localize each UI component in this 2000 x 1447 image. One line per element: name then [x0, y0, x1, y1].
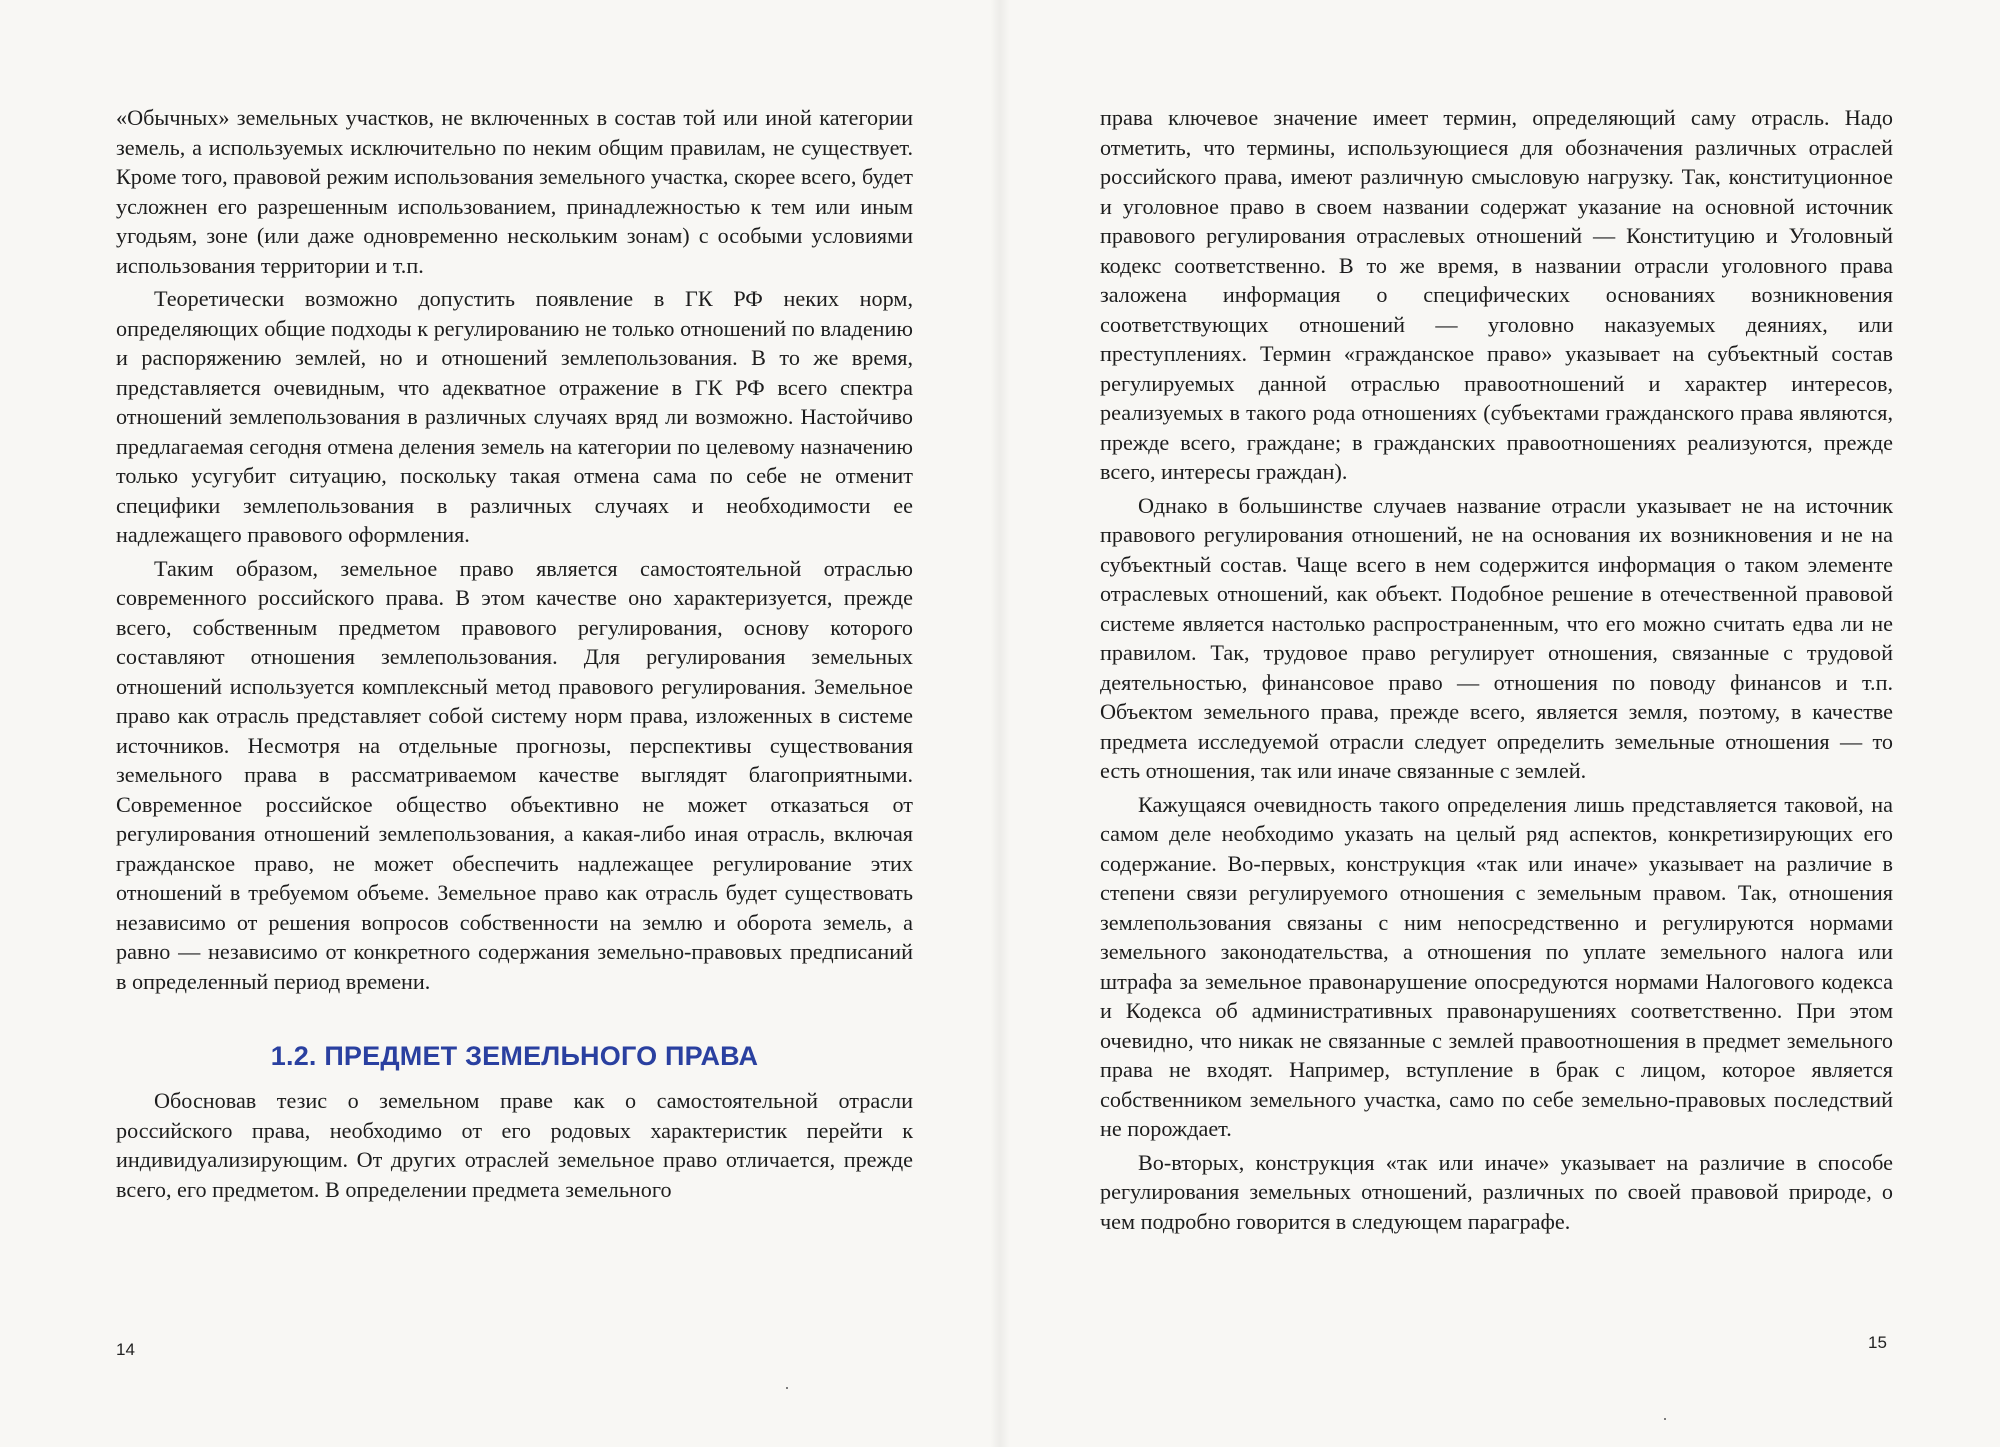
page-number: 14	[116, 1340, 135, 1359]
paragraph: Обосновав тезис о земельном праве как о самостоятельной отрасли российского права, необходимо от его родовых характеристик перейти к индивидуализирующим. От других отраслей земельное право отличается, прежде всего, его предметом. В определении предмета земельного	[116, 1088, 913, 1202]
page-number: 15	[1868, 1333, 1887, 1352]
paragraph: Кажущаяся очевидность такого определения лишь представляется таковой, на самом деле необходимо указать на целый ряд аспектов, конкретизирующих его содержание. Во-первых, конструкция «так или иначе» указывает на различие в степени связи регулируемого отношения с земельным правом. Так, отношения землепользования связаны с ним непосредственно и регулируются нормами земельного законодательства, а отношения по уплате земельного налога или штрафа за земельное правонарушение опосредуются нормами Налогового кодекса и Кодекса об административных правонарушениях соответственно. При этом очевидно, что никак не связанные с землей правоотношения в предмет земельного права не входят. Например, вступление в брак с лицом, которое является собственником земельного участка, само по себе земельно-правовых последствий не порождает.	[1100, 791, 1893, 1141]
page-right	[1000, 0, 2000, 1447]
scan-speck	[786, 1387, 788, 1389]
paragraph: Во-вторых, конструкция «так или иначе» указывает на различие в способе регулирования земельных отношений, различных по своей правовой природе, о чем подробно говорится в следующем параграфе.	[1100, 1149, 1893, 1234]
paragraph: «Обычных» земельных участков, не включенных в состав той или иной категории земель, а используемых исключительно по неким общим правилам, не существует. Кроме того, правовой режим использования земельного участка, скорее всего, будет усложнен его разрешенным использованием, принадлежностью к тем или иным угодьям, зоне (или даже одновременно нескольким зонам) с особыми условиями использования территории и т.п.	[116, 105, 913, 278]
left-text-column	[116, 103, 913, 1204]
section-heading: 1.2. ПРЕДМЕТ ЗЕМЕЛЬНОГО ПРАВА	[270, 1041, 759, 1071]
paragraph: права ключевое значение имеет термин, определяющий саму отрасль. Надо отметить, что термины, использующиеся для обозначения различных отраслей российского права, имеют различную смысловую нагрузку. Так, конституционное и уголовное право в своем названии содержат указание на основной источник правового регулирования отраслевых отношений — Конституцию и Уголовный кодекс соответственно. В то же время, в названии отрасли уголовного права заложена информация о специфических основаниях возникновения соответствующих отношений — уголовно наказуемых деяниях, или преступлениях. Термин «гражданское право» указывает на субъектный состав регулируемых данной отраслью правоотношений и характер интересов, реализуемых в такого рода отношениях (субъектами гражданского права являются, прежде всего, граждане; в гражданских правоотношениях реализуются, прежде всего, интересы граждан).	[1100, 105, 1893, 484]
paragraph: Таким образом, земельное право является самостоятельной отраслью современного российского права. В этом качестве оно характеризуется, прежде всего, собственным предметом правового регулирования, основу которого составляют отношения землепользования. Для регулирования земельных отношений используется комплексный метод правового регулирования. Земельное право как отрасль представляет собой систему норм права, изложенных в системе источников. Несмотря на отдельные прогнозы, перспективы существования земельного права в рассматриваемом качестве выглядят благоприятными. Современное российское общество объективно не может отказаться от регулирования отношений землепользования, а какая-либо иная отрасль, включая гражданское право, не может обеспечить надлежащее регулирование этих отношений в требуемом объеме. Земельное право как отрасль будет существовать независимо от решения вопросов собственности на землю и оборота земель, а равно — независимо от конкретного содержания земельно-правовых предписаний в определенный период времени.	[116, 555, 913, 994]
right-text-column	[1100, 103, 1893, 1236]
scan-speck	[1664, 1418, 1666, 1420]
paragraph: Теоретически возможно допустить появление в ГК РФ неких норм, определяющих общие подходы к регулированию не только отношений по владению и распоряжению землей, но и отношений землепользования. В то же время, представляется очевидным, что адекватное отражение в ГК РФ всего спектра отношений землепользования в различных случаях вряд ли возможно. Настойчиво предлагаемая сегодня отмена деления земель на категории по целевому назначению только усугубит ситуацию, поскольку такая отмена сама по себе не отменит специфики землепользования в различных случаях и необходимости ее надлежащего правового оформления.	[116, 286, 913, 547]
paragraph: Однако в большинстве случаев название отрасли указывает не на источник правового регулирования отношений, не на основания их возникновения и не на субъектный состав. Чаще всего в нем содержится информация о таком элементе отраслевых отношений, как объект. Подобное решение в отечественной правовой системе является настолько распространенным, что его можно считать едва ли не правилом. Так, трудовое право регулирует отношения, связанные с трудовой деятельностью, финансовое право — отношения по поводу финансов и т.п. Объектом земельного права, прежде всего, является земля, поэтому, в качестве предмета исследуемой отрасли следует определить земельные отношения — то есть отношения, так или иначе связанные с землей.	[1100, 492, 1893, 783]
